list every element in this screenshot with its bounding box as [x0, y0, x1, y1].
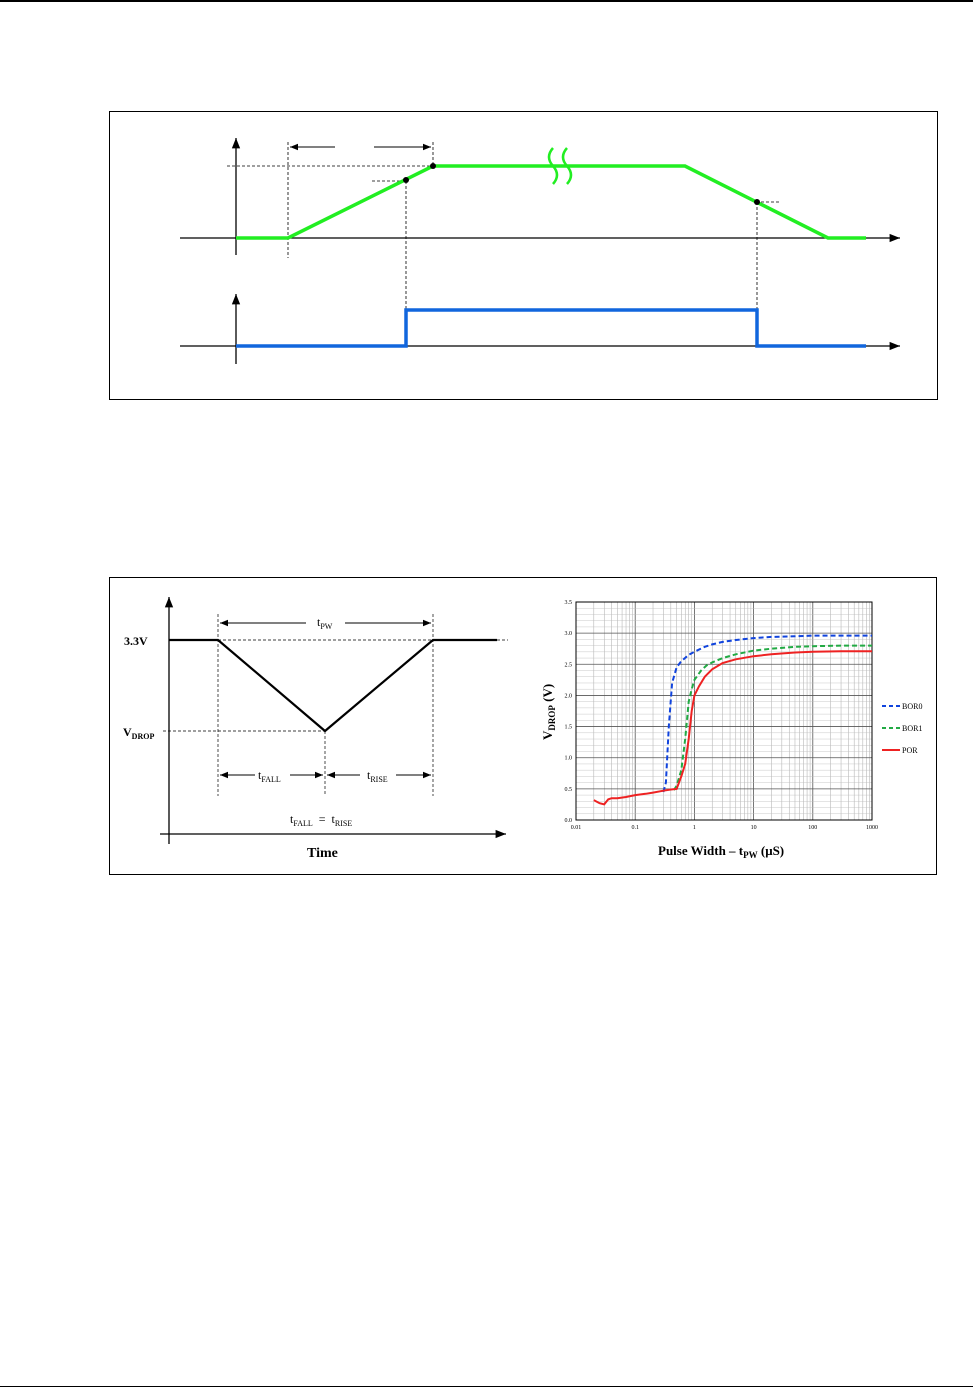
time-axis-label: Time	[307, 846, 338, 861]
tfall-equals-trise-label: $t_{FALL} = t_{RISE}$	[290, 812, 353, 828]
vdrop-label: $V_{DROP}$	[123, 725, 155, 741]
legend-label-bor1: BOR1	[902, 724, 923, 733]
top-rule	[0, 0, 973, 2]
reset-output-waveform	[236, 310, 866, 346]
chart-series-bor1	[674, 646, 872, 791]
chart-legend	[882, 702, 922, 755]
chart-x-tick-label: 1000	[866, 825, 878, 831]
chart-grid	[576, 602, 872, 820]
legend-label-por: POR	[902, 746, 918, 755]
legend-label-bor0: BOR0	[902, 702, 923, 711]
chart-x-tick-label: 0.01	[570, 825, 582, 831]
chart-y-tick-label: 3.5	[564, 600, 572, 606]
chart-x-tick-label: 100	[808, 825, 818, 831]
chart-y-tick-label: 0.5	[564, 786, 572, 793]
chart-x-tick-label: 1	[692, 825, 696, 831]
chart-y-tick-label: 2.5	[564, 662, 572, 669]
brownout-figure	[109, 577, 937, 875]
chart-x-tick-label: 10	[750, 825, 757, 831]
power-up-timing-diagram	[110, 112, 939, 401]
v33-label: 3.3V	[124, 634, 148, 648]
chart-y-tick-label: 1.5	[564, 724, 572, 731]
vdrop-vs-pulse-width-chart	[110, 578, 938, 876]
chart-x-axis-label: Pulse Width – $t_{PW}$ (μS)	[658, 843, 785, 860]
peak-point	[430, 163, 436, 169]
chart-y-axis-label: $V_{DROP}$ (V)	[540, 683, 557, 740]
chart-y-tick-label: 3.0	[564, 631, 572, 638]
falling-threshold-point	[754, 199, 760, 205]
tfall-label: $t_{FALL}$	[258, 768, 281, 784]
chart-x-tick-label: 0.1	[631, 825, 639, 831]
chart-y-tick-label: 1.0	[564, 755, 572, 762]
trise-label: $t_{RISE}$	[367, 768, 388, 784]
chart-y-tick-label: 2.0	[564, 693, 572, 700]
rising-threshold-point	[403, 177, 409, 183]
bottom-rule	[0, 1386, 973, 1387]
chart-y-tick-label: 0.0	[564, 818, 572, 824]
tpw-label: $t_{PW}$	[317, 615, 333, 631]
power-up-timing-figure	[109, 111, 938, 400]
chart-plot-frame	[576, 602, 872, 820]
